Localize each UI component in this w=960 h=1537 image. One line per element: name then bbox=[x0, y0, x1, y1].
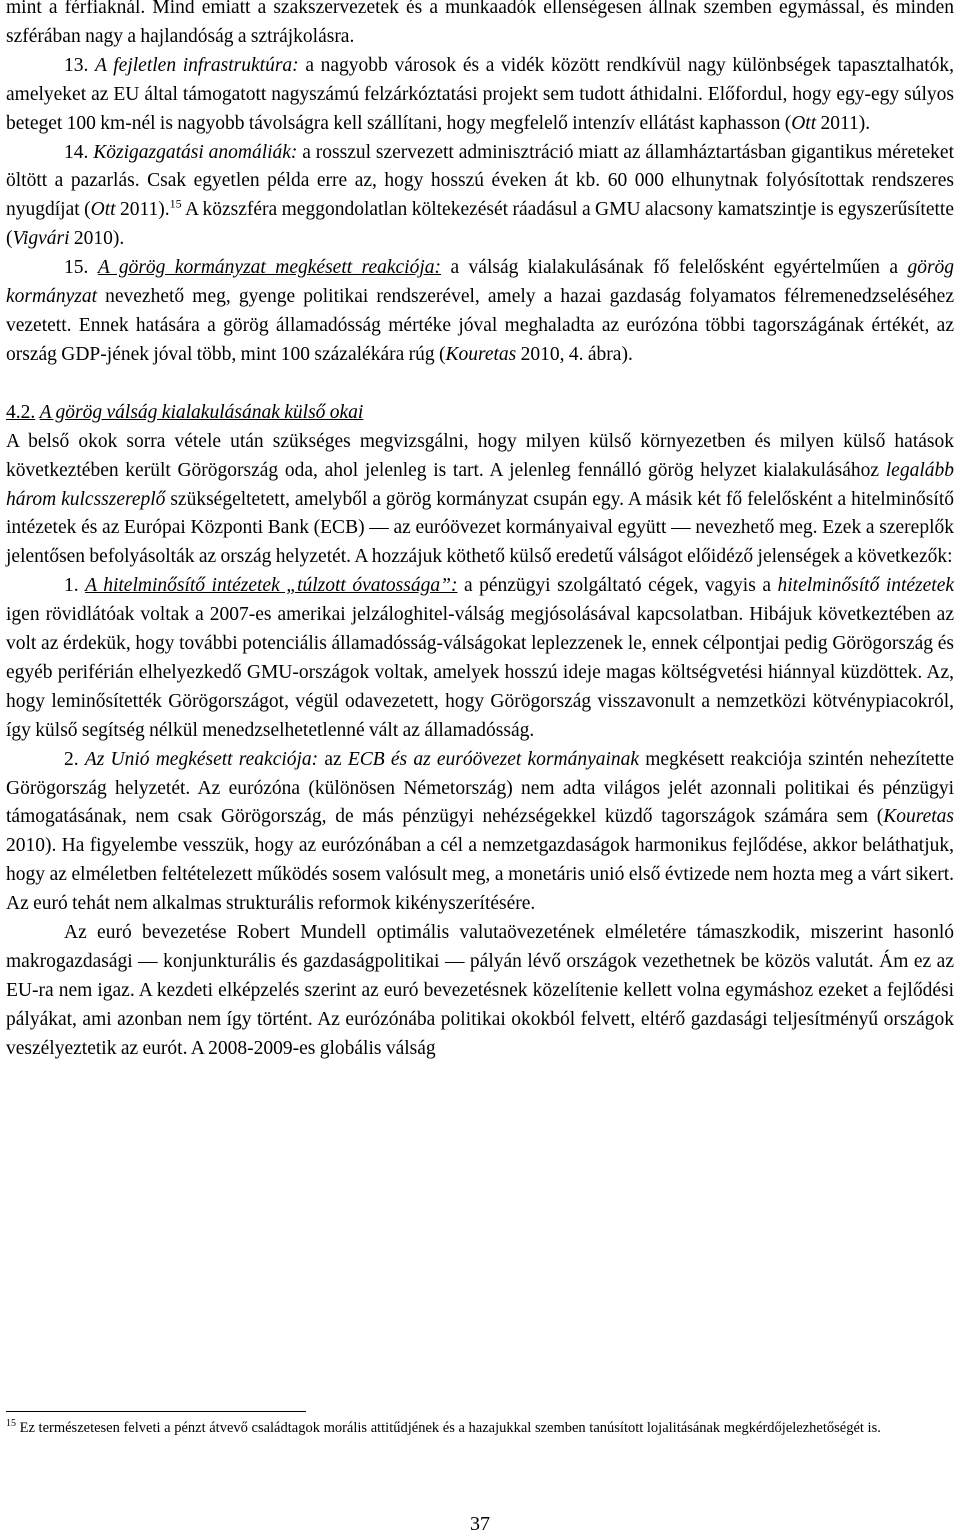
list-item-2: 2. Az Unió megkésett reakciója: az ECB és az euróövezet kormányainak megkésett reakciója szintén nehezítette Görögország helyzetét. Az eurózóna (különösen Németország) nem adta világos jelét azonnali politikai és pénzügyi támogatásának, nem csak Görögország, de más pénzügyi nehézségekkel küzdő tagországok számára sem (Kouretas 2010). Ha figyelembe vesszük, hogy az eurózónában a cél a nemzetgazdaságok harmonikus fejlődése, akkor beláthatjuk, hogy az elméletben feltételezett működés sosem valósult meg, a monetáris unió első évtizede nem hozta meg a várt sikert. Az euró tehát nem alkalmas strukturális reformok kikényszerítésére. bbox=[6, 748, 955, 915]
paragraph-continued: mint a férfiaknál. Mind emiatt a szakszervezetek és a munkaadók ellenségesen állnak szemben egymással, és minden szférában nagy a hajlandóság a sztrájkolásra. bbox=[6, 0, 954, 47]
footnote-mark: 15 bbox=[6, 1418, 16, 1430]
item-13-heading: A fejletlen infrastruktúra: bbox=[95, 54, 299, 76]
footnote-text: Ez természetesen felveti a pénzt átvevő családtagok morális attitűdjének és a hazajukkal szemben tanúsított lojalitásának megkérdőjelezhetőségét is. bbox=[16, 1420, 881, 1436]
list-item-1-heading: A hitelminősítő intézetek „túlzott óvatossága”: bbox=[85, 575, 458, 597]
section-title: A görög válság kialakulásának külső okai bbox=[39, 401, 364, 423]
paragraph-item-13: 13. A fejletlen infrastruktúra: a nagyobb városok és a vidék között rendkívül nagy különbségek tapasztalhatók, amelyeket az EU által támogatott nagyszámú felzárkóztatási projekt sem tudott áthidalni. Előfordul, hogy egy-egy súlyos beteget 100 km-nél is nagyobb távolságra kell szállítani, hogy megfelelő intenzív ellátást kaphasson (Ott 2011). bbox=[6, 54, 955, 134]
item-14-heading: Közigazgatási anomáliák: bbox=[93, 141, 298, 163]
page-number: 37 bbox=[470, 1513, 490, 1535]
paragraph-item-15: 15. A görög kormányzat megkésett reakciója: a válság kialakulásának fő felelősként egyértelműen a görög kormányzat nevezhető meg, gyenge politikai rendszerével, amely a hazai gazdaság folyamatos félremenedzseléséhez vezetett. Ennek hatására a görög államadósság mértéke jóval meghaladta az eurózóna többi tagországának értékét, az ország GDP-jének jóval több, mint 100 százalékára rúg (Kouretas 2010, 4. ábra). bbox=[6, 257, 955, 365]
spacer bbox=[6, 370, 954, 399]
paragraph-item-14: 14. Közigazgatási anomáliák: a rosszul szervezett adminisztráció miatt az államháztartásban gigantikus méreteket öltött a pazarlás. Csak egyetlen példa erre az, hogy hosszú éveken át kb. 60 000 elhunytnak folyósítottak rendszeres nyugdíjat (Ott 2011).$^{15}$ A közszféra meggondolatlan költekezését ráadásul a GMU alacsony kamatszintje is egyszerűsítette (Vigvári 2010). bbox=[6, 141, 955, 250]
footnote-reference[interactable]: 15 bbox=[169, 196, 182, 211]
list-item-2-heading: Az Unió megkésett reakciója: bbox=[84, 748, 319, 770]
body-text bbox=[6, 0, 954, 1064]
item-15-heading: A görög kormányzat megkésett reakciója: bbox=[97, 257, 442, 279]
list-item-1: 1. A hitelminősítő intézetek „túlzott óvatossága”: a pénzügyi szolgáltató cégek, vagyis a hitelminősítő intézetek igen rövidlátóak voltak a 2007-es amerikai jelzáloghitel-válság megjósolásával kapcsolatban. Hibájuk következtében az volt az érdekük, hogy további potenciális államadósság-válságokat leplezzenek le, ennek célpontjai pedig Görögország és egyéb periférián elhelyezkedő GMU-országok voltak, amelyek hosszú ideje magas költségvetési hiánnyal küzdöttek. Az, hogy leminősítették Görögországot, végül odavezetett, hogy Görögország visszavonult a nemzetközi kötvénypiacokról, így külső segítség nélkül menedzselhetetlenné vált az államadósság. bbox=[6, 575, 955, 741]
section-heading bbox=[6, 399, 954, 428]
section-number: 4.2. bbox=[6, 401, 36, 423]
paragraph-intro: A belső okok sorra vétele után szükséges megvizsgálni, hogy milyen külső környezetben és milyen külső hatások következtében került Görögország oda, ahol jelenleg is tart. A jelenleg fennálló görög helyzet kialakulásához legalább három kulcsszereplő szükségeltetett, amelyből a görög kormányzat csupán egy. A másik két fő felelősként a hitelminősítő intézetek és az Európai Központi Bank (ECB) — az euróövezet kormányaival együtt — nevezhető meg. Ezek a szereplők jelentősen befolyásolták az ország helyzetét. A hozzájuk köthető külső eredetű válságot előidéző jelenségek a következők: bbox=[6, 430, 954, 568]
paragraph-last: Az euró bevezetése Robert Mundell optimális valutaövezetének elméletére támaszkodik, miszerint hasonló makrogazdasági — konjunkturális és gazdaságpolitikai — pályán lévő országok vezethetnek be közös valutát. Ám ez az EU-ra nem igaz. A kezdeti elképzelés szerint az euró bevezetésnek közelítenie kellett volna egymáshoz ezeket a fejlődési pályákat, ami azonban nem így történt. Az eurózónába politikai okokból felvett, eltérő gazdasági teljesítményű országok veszélyeztetik az eurót. A 2008-2009-es globális válság bbox=[6, 922, 954, 1059]
footnote-divider bbox=[6, 1411, 306, 1412]
footnote bbox=[6, 1418, 954, 1439]
